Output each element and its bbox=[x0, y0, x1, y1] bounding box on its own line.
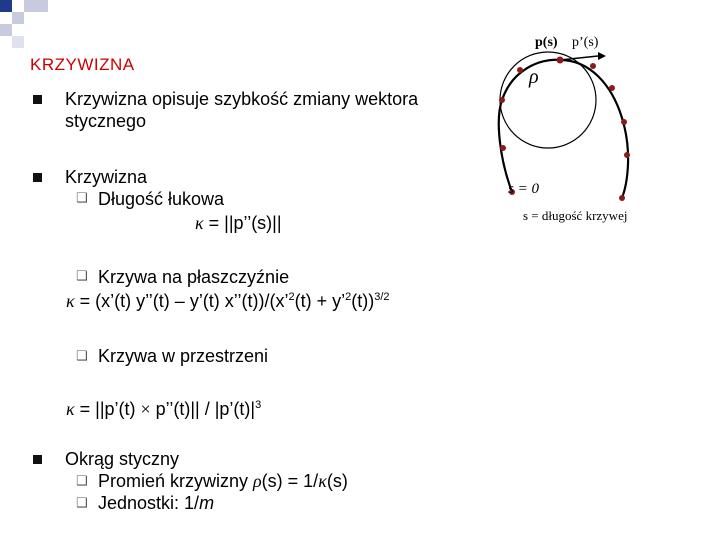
sub-bullet-space-curve: Krzywa w przestrzeni bbox=[98, 346, 269, 366]
bullet-1-line-2: stycznego bbox=[65, 111, 147, 131]
formula-space-part-a: = ||p’(t) bbox=[74, 399, 141, 419]
hollow-square-bullet-icon: ❑ bbox=[76, 348, 88, 363]
bullet-3-label: Okrąg styczny bbox=[65, 449, 180, 469]
sub-bullet-arc-length: Długość łukowa bbox=[98, 189, 225, 209]
tangent-arrowhead-icon bbox=[598, 52, 606, 60]
formula-plane-part-a: = (x’(t) y’’(t) – y’(t) x’’(t))/(x’ bbox=[74, 291, 289, 311]
curve-point bbox=[609, 85, 615, 91]
formula-plane-sup-2: 2 bbox=[345, 291, 352, 303]
kappa-symbol: κ bbox=[318, 471, 327, 491]
units-m: m bbox=[199, 493, 215, 513]
formula-space-part-b: p’’(t)|| / |p’(t)| bbox=[150, 399, 256, 419]
hollow-square-bullet-icon: ❑ bbox=[76, 473, 88, 488]
hollow-square-bullet-icon: ❑ bbox=[76, 495, 88, 510]
slide-title: KRZYWIZNA bbox=[30, 55, 135, 74]
formula-plane-part-c: (t)) bbox=[351, 291, 375, 311]
curve-point bbox=[500, 145, 506, 151]
kappa-symbol: κ bbox=[66, 399, 75, 419]
formula-plane-part-b: (t) + y’ bbox=[294, 291, 346, 311]
tangent-arrow bbox=[560, 56, 598, 60]
label-p-s: p(s) bbox=[535, 35, 558, 50]
osculating-circle bbox=[500, 52, 596, 148]
sub-bullet-plane-curve: Krzywa na płaszczyźnie bbox=[98, 267, 290, 287]
formula-arc-length-rest: = ||p’’(s)|| bbox=[203, 213, 282, 233]
bullet-1-line-1: Krzywizna opisuje szybkość zmiany wektora bbox=[65, 89, 419, 109]
bullet-2-label: Krzywizna bbox=[65, 167, 148, 187]
hollow-square-bullet-icon: ❑ bbox=[76, 190, 88, 205]
times-symbol: × bbox=[140, 399, 151, 419]
radius-text-b: (s) = 1/ bbox=[261, 471, 319, 491]
label-rho: ρ bbox=[529, 66, 539, 88]
units-text: Jednostki: 1/ bbox=[98, 493, 200, 513]
hollow-square-bullet-icon: ❑ bbox=[76, 268, 88, 283]
radius-text-c: (s) bbox=[326, 471, 348, 491]
rho-symbol: ρ bbox=[253, 471, 262, 491]
curve-point bbox=[619, 195, 625, 201]
radius-text-a: Promień krzywizny bbox=[98, 471, 254, 491]
formula-space-sup: 3 bbox=[255, 399, 262, 411]
kappa-symbol: κ bbox=[66, 291, 75, 311]
formula-plane-sup-1: 2 bbox=[288, 291, 295, 303]
curve-point bbox=[624, 152, 630, 158]
curve-point bbox=[621, 119, 627, 125]
curve-point bbox=[557, 57, 564, 64]
label-derivative: p’(s) bbox=[572, 35, 599, 50]
curve-point bbox=[499, 97, 505, 103]
label-s-length: s = długość krzywej bbox=[523, 208, 628, 223]
label-position bbox=[535, 32, 558, 54]
curve-point bbox=[517, 67, 523, 73]
curve-point bbox=[590, 63, 596, 69]
formula-plane-sup-3: 3/2 bbox=[374, 291, 390, 303]
label-s-zero: s = 0 bbox=[508, 181, 539, 197]
kappa-symbol: κ bbox=[195, 213, 204, 233]
